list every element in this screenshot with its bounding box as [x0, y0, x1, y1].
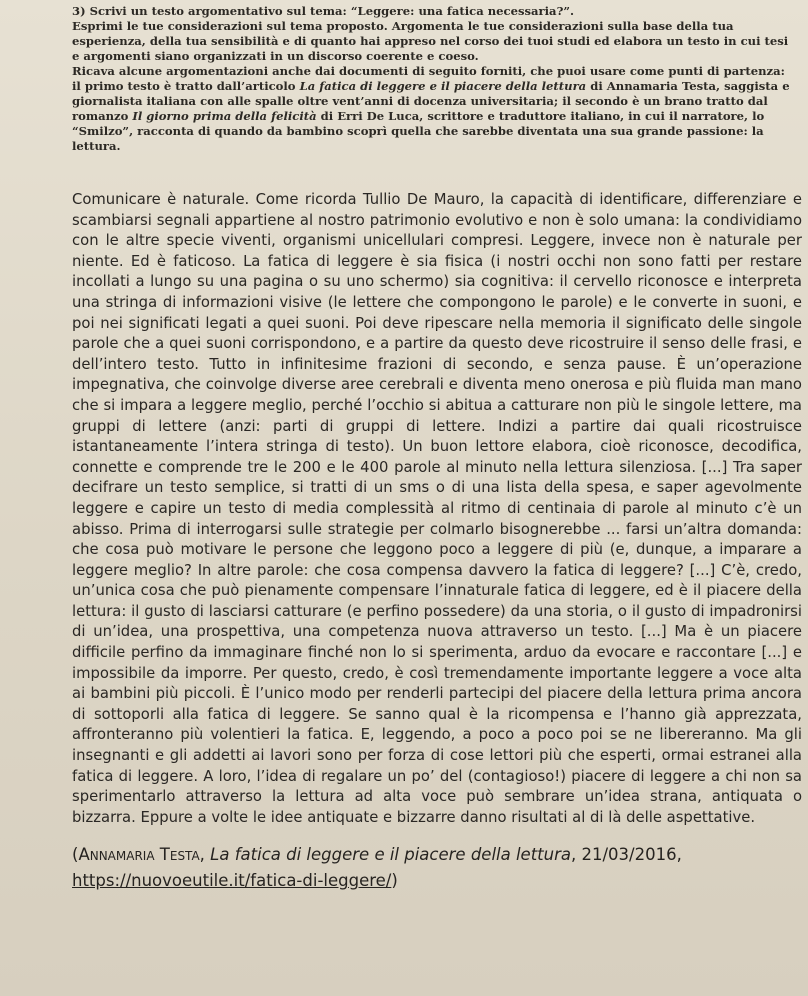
article-title: La fatica di leggere e il piacere della lettura — [299, 79, 587, 93]
citation-open-paren: ( — [72, 845, 79, 865]
reading-passage — [72, 190, 802, 828]
assignment-instructions: Esprimi le tue considerazioni sul tema proposto. Argomenta le tue considerazioni sulla base della tua esperienza, della tua sensibilità e di quanto hai appreso nel corso dei tuoi studi ed elabora un testo in cui tesi e argomenti siano organizzati in un discorso coerente e coeso. — [72, 19, 789, 63]
citation-separator: , — [199, 845, 211, 865]
assignment-prompt — [72, 4, 802, 154]
sources-end: di Erri De Luca, scrittore e traduttore italiano, in cui il narratore, lo “Smilzo”, racconta di quando da bambino scoprì quella che sarebbe diventata una sua grande passione: la lettura. — [72, 109, 765, 153]
reading-text: Comunicare è naturale. Come ricorda Tullio De Mauro, la capacità di identificare, differenziare e scambiarsi segnali appartiene al nostro patrimonio evolutivo e non è solo umana: la condividiamo con le altre specie viventi, organismi unicellulari compresi. Leggere, invece non è naturale per niente. Ed è faticoso. La fatica di leggere è sia fisica (i nostri occhi non sono fatti per restare incollati a lungo su una pagina o su uno schermo) sia cognitiva: il cervello riconosce e interpreta una stringa di informazioni visive (le lettere che compongono le parole) e le converte in suoni, e poi nei significati legati a quei suoni. Poi deve ripescare nella memoria il significato delle singole parole che a quei suoni corrispondono, e a partire da questo deve ricostruire il senso delle frasi, e dell’intero testo. Tutto in infinitesime frazioni di secondo, e senza pause. È un’operazione impegnativa, che coinvolge diverse aree cerebrali e diventa meno onerosa e più fluida man mano che si impara a leggere meglio, perché l’occhio si abitua a catturare non più le singole lettere, ma gruppi di lettere (anzi: parti di gruppi di lettere. Indizi a partire dai quali ricostruisce istantaneamente l’intera stringa di testo). Un buon lettore elabora, cioè riconosce, decodifica, connette e comprende tre le 200 e le 400 parole al minuto nella lettura silenziosa. [...] Tra saper decifrare un testo semplice, si tratti di un sms o di una lista della spesa, e saper agevolmente leggere e capire un testo di media complessità al ritmo di centinaia di parole al minuto c’è un abisso. Prima di interrogarsi sulle strategie per colmarlo bisognerebbe ... farsi un’altra domanda: che cosa può motivare le persone che leggono poco a leggere di più (e, dunque, a imparare a leggere meglio? In altre parole: che cosa compensa davvero la fatica di leggere? [...] C’è, credo, un’unica cosa che può pienamente compensare l’innaturale fatica di leggere, ed è il piacere della lettura: il gusto di lasciarsi catturare (e perfino possedere) da una storia, o il gusto di impadronirsi di un’idea, una prospettiva, una competenza nuova attraverso un testo. [...] Ma è un piacere difficile perfino da immaginare finché non lo si sperimenta, arduo da evocare e raccontare [...] e impossibile da imporre. Per questo, credo, è così tremendamente importante leggere a voce alta ai bambini più piccoli. È l’unico modo per renderli partecipi del piacere della lettura prima ancora di sottoporli alla fatica di leggere. Se sanno qual è la ricompensa e l’hanno già apprezzata, affronteranno più volentieri la fatica. E, leggendo, a poco a poco poi se ne libereranno. Ma gli insegnanti e gli addetti ai lavori sono per forza di cose lettori più che esperti, ormai estranei alla fatica di leggere. A loro, l’idea di regalare un po’ del (contagioso!) piacere di leggere a chi non sa sperimentarlo attraverso la lettura ad alta voce può sembrare un’idea strana, antiquata o bizzarra. Eppure a volte le idee antiquate e bizzarre danno risultati al di là delle aspettative. — [72, 191, 802, 826]
assignment-sources-note — [72, 64, 792, 154]
citation-title: La fatica di leggere e il piacere della lettura — [210, 845, 571, 865]
citation-link[interactable]: https://nuovoeutile.it/fatica-di-leggere/ — [72, 871, 392, 891]
sources-intro: Ricava alcune argomentazioni anche dai documenti di seguito forniti, che puoi usare come punti di partenza: il primo testo è tratto dall’articolo — [72, 64, 785, 93]
citation-author: Annamaria Testa — [78, 845, 200, 865]
novel-title: Il giorno prima della felicità — [132, 109, 317, 123]
citation — [72, 842, 802, 894]
sources-mid: di Annamaria Testa, saggista e giornalista italiana con alle spalle oltre vent’anni di docenza universitaria; il secondo è un brano tratto dal romanzo — [72, 79, 790, 123]
citation-date: , 21/03/2016, — [571, 845, 682, 865]
assignment-heading: 3) Scrivi un testo argomentativo sul tema: “Leggere: una fatica necessaria?”. — [72, 4, 575, 18]
citation-close-paren: ) — [391, 871, 398, 891]
